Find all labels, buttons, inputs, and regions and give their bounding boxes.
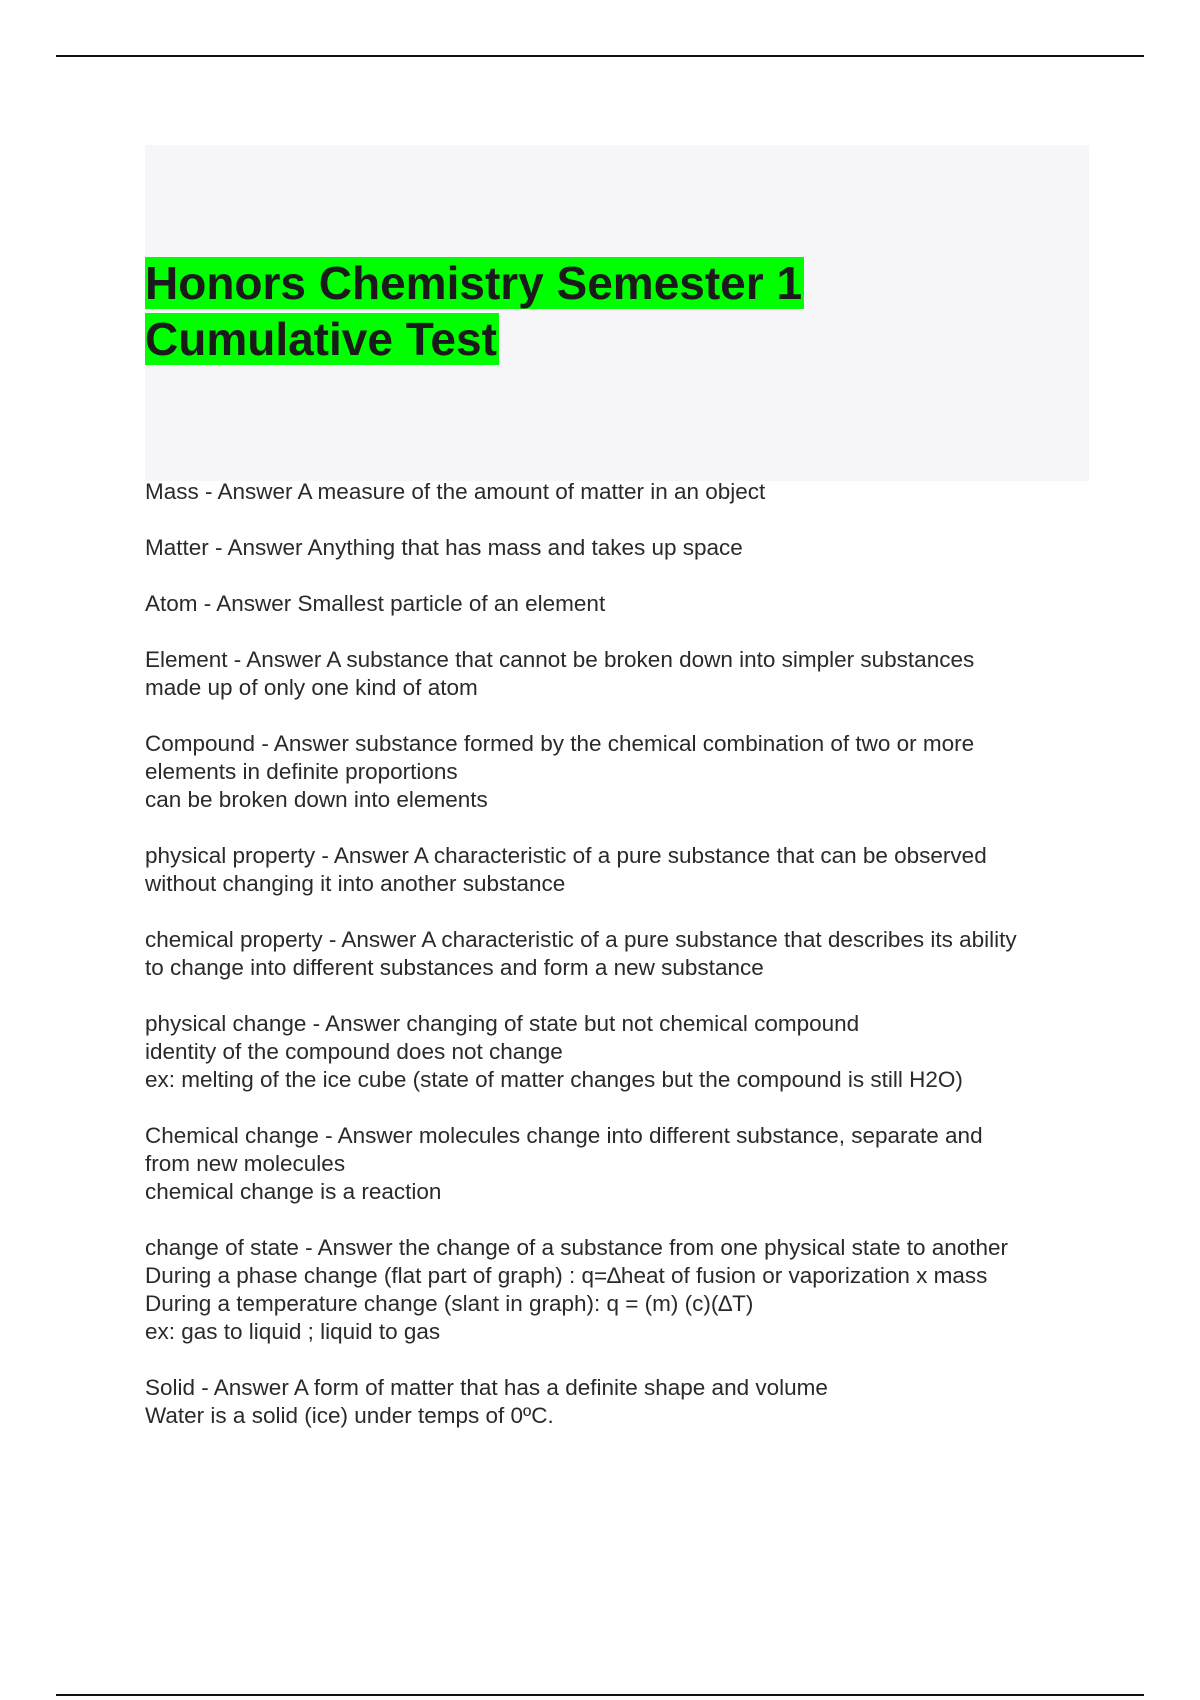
- bottom-rule: [56, 1694, 1144, 1696]
- entry-line: physical property - Answer A characteristic of a pure substance that can be observed: [145, 843, 987, 868]
- flashcard-entry: [145, 1010, 1105, 1094]
- entry-line: chemical property - Answer A characteristic of a pure substance that describes its ability: [145, 927, 1017, 952]
- entry-line: Solid - Answer A form of matter that has a definite shape and volume: [145, 1375, 828, 1400]
- flashcard-entry: [145, 1122, 1105, 1206]
- flashcard-entry: [145, 478, 1105, 506]
- flashcard-entry: [145, 842, 1105, 898]
- entry-line: chemical change is a reaction: [145, 1179, 442, 1204]
- entry-line: change of state - Answer the change of a substance from one physical state to another: [145, 1235, 1009, 1260]
- entry-line: Mass - Answer A measure of the amount of matter in an object: [145, 479, 766, 504]
- entry-line: to change into different substances and form a new substance: [145, 955, 764, 980]
- entry-line: During a temperature change (slant in graph): q = (m) (c)(∆T): [145, 1291, 754, 1316]
- entry-line: During a phase change (flat part of graph) : q=∆heat of fusion or vaporization x mass: [145, 1263, 988, 1288]
- top-rule: [56, 55, 1144, 57]
- flashcard-entry: [145, 534, 1105, 562]
- flashcard-entry: [145, 1234, 1105, 1346]
- flashcard-entry: [145, 926, 1105, 982]
- entry-line: from new molecules: [145, 1151, 346, 1176]
- entry-line: without changing it into another substance: [145, 871, 566, 896]
- flashcard-list: [145, 478, 1105, 1458]
- entry-line: Matter - Answer Anything that has mass and takes up space: [145, 535, 743, 560]
- entry-line: Water is a solid (ice) under temps of 0ºC.: [145, 1403, 554, 1428]
- title-line-2: Cumulative Test: [145, 313, 497, 365]
- flashcard-entry: [145, 646, 1105, 702]
- document-title: [145, 255, 905, 367]
- entry-line: made up of only one kind of atom: [145, 675, 478, 700]
- entry-line: Chemical change - Answer molecules change into different substance, separate and: [145, 1123, 983, 1148]
- entry-line: identity of the compound does not change: [145, 1039, 563, 1064]
- entry-line: physical change - Answer changing of state but not chemical compound: [145, 1011, 860, 1036]
- entry-line: Element - Answer A substance that cannot be broken down into simpler substances: [145, 647, 975, 672]
- entry-line: ex: gas to liquid ; liquid to gas: [145, 1319, 441, 1344]
- flashcard-entry: [145, 1374, 1105, 1430]
- flashcard-entry: [145, 590, 1105, 618]
- flashcard-entry: [145, 730, 1105, 814]
- title-block: [145, 145, 1089, 481]
- entry-line: ex: melting of the ice cube (state of matter changes but the compound is still H2O): [145, 1067, 963, 1092]
- entry-line: can be broken down into elements: [145, 787, 488, 812]
- title-line-1: Honors Chemistry Semester 1: [145, 257, 803, 309]
- entry-line: Atom - Answer Smallest particle of an element: [145, 591, 606, 616]
- entry-line: Compound - Answer substance formed by the chemical combination of two or more: [145, 731, 975, 756]
- entry-line: elements in definite proportions: [145, 759, 458, 784]
